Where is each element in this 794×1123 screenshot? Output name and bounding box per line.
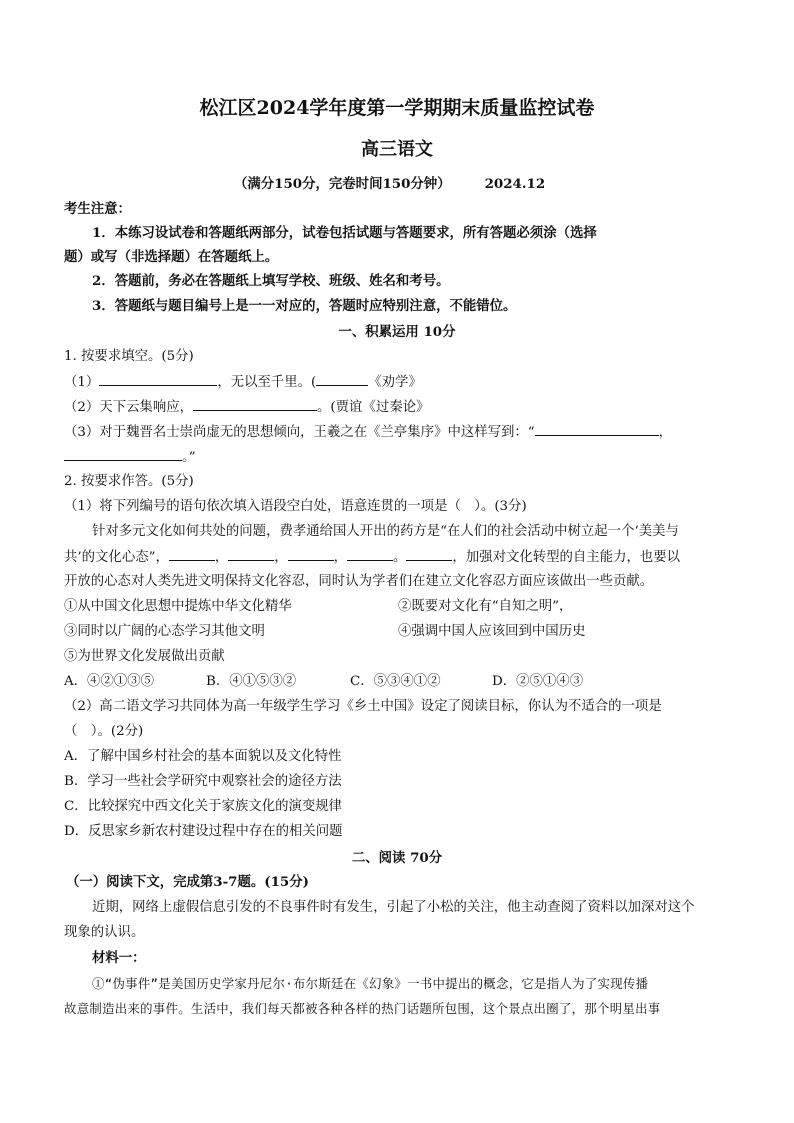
sentence-option-5: ⑤为世界文化发展做出贡献 — [64, 649, 225, 664]
part1-heading: （一）阅读下文，完成第3-7题。(15分) — [66, 874, 309, 890]
q1-l3-pre: （3）对于魏晋名士崇尚虚无的思想倾向，王羲之在《兰亭集序》中这样写到：“ — [64, 425, 535, 440]
notice-item-2: 2．答题前，务必在答题纸上填写学校、班级、姓名和考号。 — [92, 273, 450, 289]
q1-l4-post: 。” — [182, 450, 196, 465]
answer-blank[interactable] — [535, 423, 659, 436]
sentence-option-1: ①从中国文化思想中提炼中华文化精华 — [64, 599, 292, 614]
q1-line3 — [64, 423, 672, 442]
answer-blank[interactable] — [228, 548, 274, 561]
exam-meta-text: （满分150分，完卷时间150分钟） — [234, 176, 451, 192]
exam-date: 2024.12 — [484, 176, 546, 192]
choice-d[interactable]: D．②⑤①④③ — [492, 674, 584, 689]
q1-l1-post: 《劝学》 — [368, 375, 422, 390]
q2-passage-l1: 针对多元文化如何共处的问题，费孝通给国人开出的药方是“在人们的社会活动中树立起一个‘美美与 — [92, 524, 679, 539]
section2-heading: 二、阅读 70分 — [351, 850, 443, 866]
q2-sub2-l1: （2）高二语文学习共同体为高一年级学生学习《乡土中国》设定了阅读目标，你认为不适合的一项是 — [64, 699, 662, 714]
exam-title: 松江区2024学年度第一学期期末质量监控试卷 — [199, 97, 595, 119]
q1-l2-pre: （2）天下云集响应， — [64, 400, 194, 415]
q1-line1 — [64, 373, 422, 392]
material-l2: 故意制造出来的事件。生活中，我们每天都被各种各样的热门话题所包围，这个景点出圈了，那个明星出事 — [64, 1001, 661, 1016]
q1-l3-post: ， — [658, 425, 673, 440]
q2-sub2-l2: （ ）。(2分) — [64, 724, 144, 739]
notice-heading: 考生注意： — [64, 201, 131, 217]
material-heading: 材料一： — [92, 950, 146, 966]
exam-meta — [234, 175, 545, 193]
q1-line2 — [64, 398, 429, 417]
q2-stem: 2. 按要求作答。(5分) — [64, 474, 194, 489]
material-l1: ①“伪事件”是美国历史学家丹尼尔·布尔斯廷在《幻象》一书中提出的概念，它是指人为了实现传播 — [92, 976, 649, 991]
sentence-option-4: ④强调中国人应该回到中国历史 — [398, 624, 586, 639]
answer-blank[interactable] — [64, 448, 182, 461]
exam-subject: 高三语文 — [361, 139, 433, 160]
choice-a[interactable]: A．④②①③⑤ — [64, 674, 155, 689]
answer-blank[interactable] — [193, 398, 317, 411]
q2-passage-l2b: ，加强对文化转型的自主能力，也要以 — [452, 550, 681, 565]
q2-sub1: （1）将下列编号的语句依次填入语段空白处，语意连贯的一项是（ ）。(3分) — [64, 499, 527, 514]
answer-blank[interactable] — [316, 373, 368, 386]
q1-stem: 1. 按要求填空。(5分) — [64, 349, 194, 364]
sentence-option-3: ③同时以广阔的心态学习其他文明 — [64, 624, 265, 639]
answer-blank[interactable] — [169, 548, 215, 561]
q2-passage-l2: 共’的文化心态”， ， ， ， 。 ，加强对文化转型的自主能力，也要以 — [64, 550, 681, 565]
q2-sub2-choice-b[interactable]: B．学习一些社会学研究中观察社会的途径方法 — [64, 774, 342, 789]
sentence-option-2: ②既要对文化有“自知之明”， — [398, 599, 573, 614]
section1-heading: 一、积累运用 10分 — [338, 324, 456, 340]
q1-l1-mid: ，无以至千里。( — [217, 375, 317, 390]
answer-blank[interactable] — [406, 548, 452, 561]
choice-b[interactable]: B．④①⑤③② — [206, 674, 297, 689]
notice-item-1: 1．本练习设试卷和答题纸两部分，试卷包括试题与答题要求，所有答题必须涂（选择 — [92, 225, 597, 241]
intro-l2: 现象的认识。 — [64, 925, 145, 940]
q1-line4 — [64, 448, 196, 467]
q1-l2-post: 。(贾谊《过秦论》 — [317, 400, 430, 415]
answer-blank[interactable] — [347, 548, 393, 561]
intro-l1: 近期，网络上虚假信息引发的不良事件时有发生，引起了小松的关注，他主动查阅了资料以加深对这个 — [92, 900, 695, 915]
answer-blank[interactable] — [99, 373, 217, 386]
q2-passage-l3: 开放的心态对人类先进文明保持文化容忍，同时认为学者们在建立文化容忍方面应该做出一些贡献。 — [64, 574, 654, 589]
notice-item-3: 3．答题纸与题目编号上是一一对应的，答题时应特别注意，不能错位。 — [92, 298, 517, 314]
q1-l1-pre: （1） — [64, 375, 100, 390]
q2-sub2-choice-c[interactable]: C．比较探究中西文化关于家族文化的演变规律 — [64, 799, 343, 814]
q2-passage-l2a: 共’的文化心态”， — [64, 550, 169, 565]
choice-c[interactable]: C．⑤③④①② — [350, 674, 441, 689]
q2-sub2-choice-d[interactable]: D．反思家乡新农村建设过程中存在的相关问题 — [64, 824, 343, 839]
notice-item-1-cont: 题）或写（非选择题）在答题纸上。 — [64, 249, 279, 265]
answer-blank[interactable] — [288, 548, 334, 561]
q2-sub2-choice-a[interactable]: A．了解中国乡村社会的基本面貌以及文化特性 — [64, 749, 342, 764]
